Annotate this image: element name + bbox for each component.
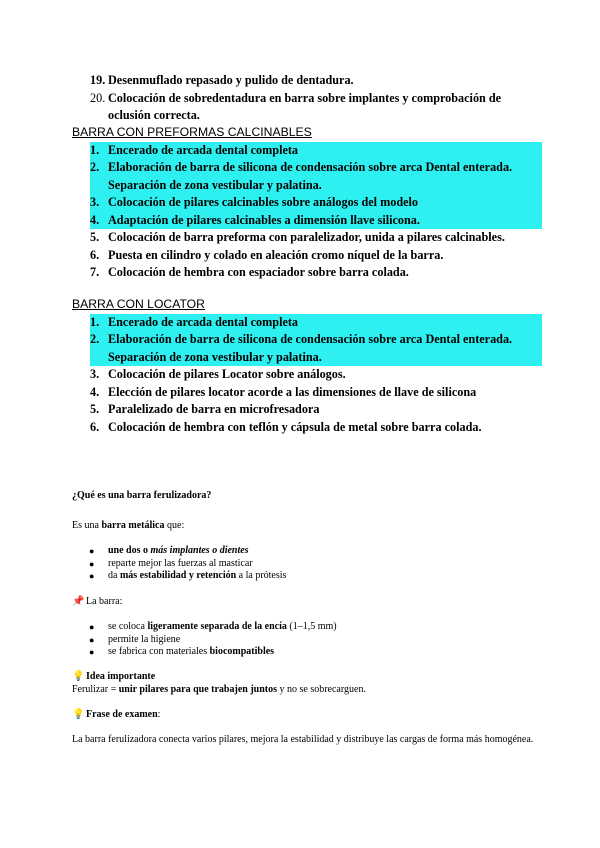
item-number: 2. bbox=[90, 160, 100, 174]
item-text: Colocación de pilares calcinables sobre análogos del modelo bbox=[108, 195, 418, 209]
locator-list bbox=[72, 314, 542, 437]
bullet-dot-icon: ● bbox=[89, 546, 95, 556]
bullets-1 bbox=[72, 545, 542, 583]
bullet-item bbox=[72, 621, 542, 634]
bullet-text: ligeramente separada de la encía bbox=[147, 621, 287, 632]
list-item bbox=[72, 366, 542, 384]
list-item bbox=[90, 194, 542, 212]
bullet-text: más estabilidad y retención bbox=[119, 570, 237, 581]
question-heading bbox=[72, 490, 542, 503]
item-text: Adaptación de pilares calcinables a dimensión llave silicona. bbox=[108, 212, 420, 227]
item-text: Colocación de hembra con espaciador sobre barra colada. bbox=[108, 265, 409, 279]
item-number: 1. bbox=[90, 142, 100, 157]
bullet-dot-icon: ● bbox=[89, 622, 95, 632]
intro-text: Es una bbox=[72, 520, 102, 531]
item-number: 20. bbox=[90, 90, 106, 105]
item-number: 5. bbox=[90, 230, 100, 244]
item-text: Encerado de arcada dental completa bbox=[108, 314, 299, 329]
item-number: 5. bbox=[90, 402, 100, 416]
item-text: Colocación de barra preforma con paralelizador, unida a pilares calcinables. bbox=[108, 230, 505, 244]
list-item bbox=[72, 264, 542, 282]
section-heading: BARRA CON LOCATOR bbox=[72, 297, 205, 311]
item-number: 7. bbox=[90, 265, 100, 279]
bullet-text: más implantes o dientes bbox=[150, 545, 249, 556]
exam-paragraph bbox=[72, 734, 542, 747]
question-text: ¿Qué es una barra ferulizadora? bbox=[72, 490, 212, 501]
idea-pre: Ferulizar = bbox=[72, 683, 119, 695]
bullet-item bbox=[72, 545, 542, 558]
section-locator bbox=[72, 296, 542, 436]
bullet-text: reparte mejor las fuerzas al masticar bbox=[108, 557, 253, 569]
list-item bbox=[90, 212, 542, 230]
item-text: Paralelizado de barra en microfresadora bbox=[108, 402, 320, 416]
list-item bbox=[90, 142, 542, 160]
item-number: 2. bbox=[90, 332, 100, 346]
bullet-text: biocompatibles bbox=[209, 646, 275, 657]
bullet-list-2 bbox=[72, 621, 542, 659]
continued-list bbox=[72, 72, 542, 125]
item-number: 6. bbox=[90, 247, 100, 262]
item-text: Colocación de sobredentadura en barra sobre implantes y comprobación de oclusión correcta. bbox=[108, 90, 502, 122]
bullets-2 bbox=[72, 621, 542, 659]
exam-title-line bbox=[72, 709, 542, 722]
list-item bbox=[72, 384, 542, 402]
exam-colon: : bbox=[157, 709, 161, 720]
exam-title: Frase de examen bbox=[86, 709, 158, 720]
bullet-item bbox=[72, 646, 542, 659]
bullet-dot-icon: ● bbox=[89, 571, 95, 581]
list-item bbox=[72, 229, 542, 247]
item-number: 1. bbox=[90, 314, 100, 329]
item-text: Encerado de arcada dental completa bbox=[108, 142, 299, 157]
item-text: Desenmuflado repasado y pulido de dentadura. bbox=[108, 73, 354, 87]
idea-bold: unir pilares para que trabajen juntos bbox=[118, 683, 277, 695]
section-preformas bbox=[72, 124, 542, 282]
item-number: 19. bbox=[90, 73, 106, 87]
lightbulb-icon: 💡 bbox=[72, 671, 85, 682]
bullet-text: se coloca bbox=[108, 621, 148, 632]
bullet-text: a la prótesis bbox=[236, 570, 287, 581]
bullet-text: (1–1,5 mm) bbox=[286, 621, 337, 632]
bullet-item bbox=[72, 634, 542, 647]
list-item bbox=[90, 314, 542, 332]
item-text: Elaboración de barra de silicona de condensación sobre arca Dental enterada. Separación de zona vestibular y palatina. bbox=[108, 160, 513, 192]
bullet-dot-icon: ● bbox=[89, 558, 95, 569]
intro-bold: barra metálica bbox=[101, 520, 165, 531]
list-item bbox=[72, 419, 542, 437]
item-text: Colocación de pilares Locator sobre análogos. bbox=[108, 367, 346, 381]
bullet-list-1 bbox=[72, 545, 542, 583]
bullet-text: une dos o bbox=[108, 545, 151, 556]
list-item bbox=[72, 247, 542, 265]
item-number: 4. bbox=[90, 212, 100, 227]
item-text: Elaboración de barra de silicona de condensación sobre arca Dental enterada. Separación de zona vestibular y palatina. bbox=[108, 332, 513, 364]
bullet-text: permite la higiene bbox=[108, 633, 181, 645]
bullet-text: se fabrica con materiales bbox=[108, 646, 210, 657]
list-item bbox=[90, 159, 542, 194]
bar-label-line bbox=[72, 596, 542, 609]
item-number: 3. bbox=[90, 367, 100, 381]
bullet-dot-icon: ● bbox=[89, 634, 95, 645]
list-item bbox=[90, 331, 542, 366]
list-item bbox=[72, 401, 542, 419]
lightbulb-icon: 💡 bbox=[72, 709, 85, 720]
item-number: 3. bbox=[90, 195, 100, 209]
bar-label: La barra: bbox=[86, 596, 123, 607]
idea-title: Idea importante bbox=[86, 671, 156, 682]
intro-paragraph bbox=[72, 520, 542, 533]
list-item bbox=[72, 72, 542, 90]
item-text: Colocación de hembra con teflón y cápsula de metal sobre barra colada. bbox=[108, 419, 482, 434]
item-text: Elección de pilares locator acorde a las dimensiones de llave de silicona bbox=[108, 384, 477, 399]
item-text: Puesta en cilindro y colado en aleación cromo níquel de la barra. bbox=[108, 247, 444, 262]
item-number: 6. bbox=[90, 419, 100, 434]
exam-text: La barra ferulizadora conecta varios pilares, mejora la estabilidad y distribuye las cargas de forma más homogénea. bbox=[72, 734, 534, 745]
pushpin-icon: 📌 bbox=[72, 596, 85, 607]
bullet-dot-icon: ● bbox=[89, 647, 95, 657]
item-number: 4. bbox=[90, 384, 100, 399]
list-item bbox=[72, 90, 542, 125]
bullet-text: da bbox=[108, 570, 120, 581]
preformas-list bbox=[72, 142, 542, 282]
intro-text-end: que: bbox=[164, 520, 185, 531]
section-heading: BARRA CON PREFORMAS CALCINABLES bbox=[72, 125, 312, 139]
bullet-item bbox=[72, 570, 542, 583]
idea-post: y no se sobrecarguen. bbox=[277, 683, 366, 695]
bullet-item bbox=[72, 558, 542, 571]
idea-block bbox=[72, 671, 542, 696]
